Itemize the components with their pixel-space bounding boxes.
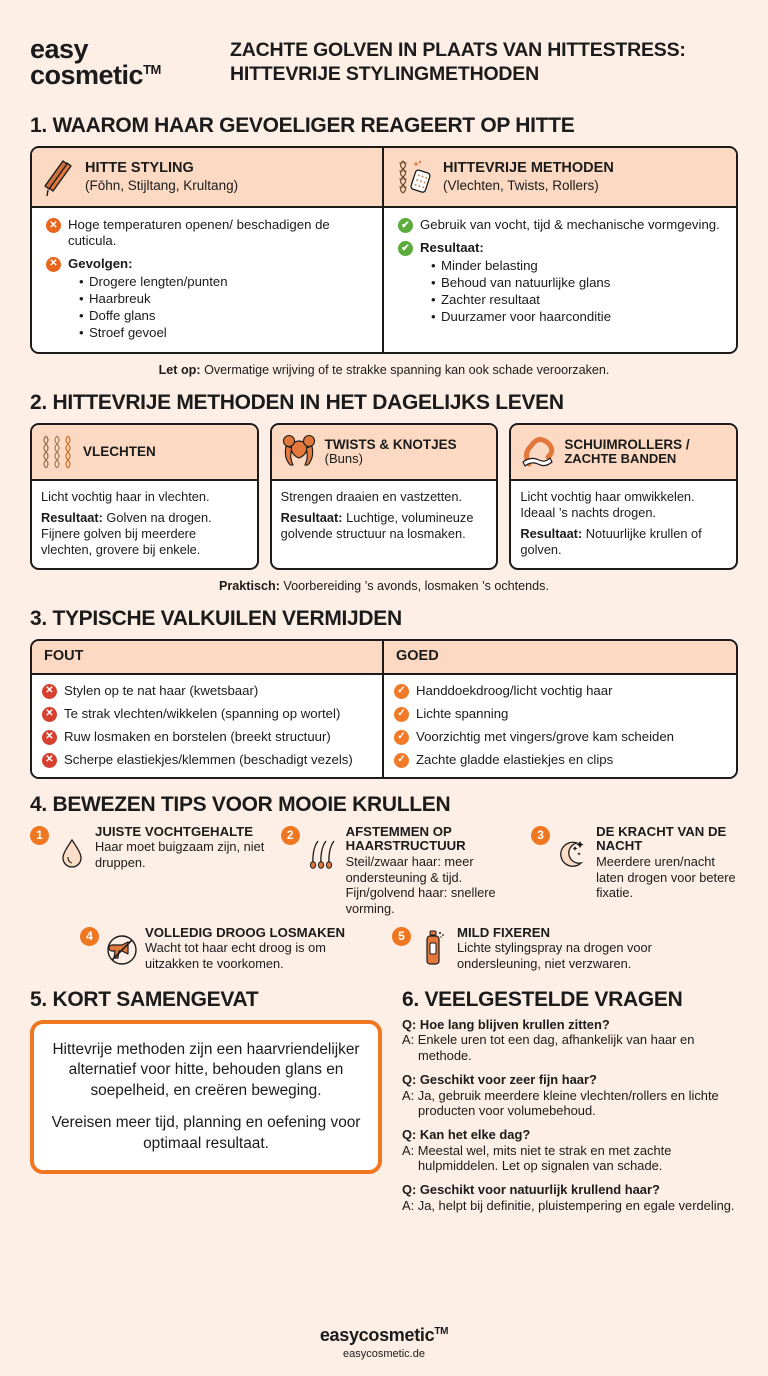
table-cell: Voorzichtig met vingers/grove kam scheiden	[416, 728, 675, 744]
brand-tm: TM	[143, 62, 161, 77]
cross-icon: ✕	[46, 218, 61, 233]
list-item	[46, 217, 372, 249]
tip-number: 4	[80, 927, 99, 946]
brand-line2-wrap	[30, 60, 230, 90]
cross-icon: ✕	[46, 257, 61, 272]
tip-text-group	[95, 825, 271, 871]
cross-icon: ✕	[42, 753, 57, 768]
check-icon: ✔	[398, 241, 413, 256]
card-line-text: Golven na drogen. Fijnere golven bij meerdere vlechten, grovere bij enkele.	[41, 510, 212, 558]
faq-question: Q: Hoe lang blijven krullen zitten?	[402, 1016, 610, 1032]
tip-body: Meerdere uren/nacht laten drogen voor betere fixatie.	[596, 854, 736, 901]
footer-tm: TM	[434, 1326, 449, 1337]
list-item-text: Gevolgen:	[68, 255, 133, 271]
moon-stars-icon	[557, 825, 589, 869]
card-line	[281, 489, 488, 505]
card-line-text: Licht vochtig haar omwikkelen. Ideaal ’s nachts drogen.	[520, 489, 695, 521]
tip-3	[531, 825, 738, 901]
card-line	[520, 526, 727, 558]
tip-1	[30, 825, 271, 871]
card-title: TWISTS & KNOTJES	[324, 437, 457, 453]
table-row	[394, 706, 728, 722]
sub-list-item: • Haarbreuk	[79, 290, 228, 307]
card-body	[511, 481, 736, 567]
card-title-group	[83, 444, 156, 459]
card-line	[520, 489, 727, 521]
faq-answer: A: Ja, helpt bij definitie, pluistempering en egale verdeling.	[402, 1197, 735, 1213]
page-footer	[0, 1325, 768, 1360]
card-header	[511, 425, 736, 481]
sub-list-item: • Stroef gevoel	[79, 324, 228, 341]
table-cell: Handdoekdroog/licht vochtig haar	[416, 682, 613, 698]
list-item-text: Gebruik van vocht, tijd & mechanische vormgeving.	[420, 217, 720, 232]
card-line-text: Luchtige, volumineuze golvende structuur na losmaken.	[280, 510, 474, 542]
tip-title: DE KRACHT VAN DE NACHT	[596, 823, 727, 854]
table-row	[394, 752, 728, 768]
headline-line1: ZACHTE GOLVEN IN PLAATS VAN HITTESTRESS:	[230, 39, 686, 62]
cross-icon: ✕	[42, 684, 57, 699]
summary-paragraph-1: Hittevrije methoden zijn een haarvriendelijker alternatief voor hitte, behouden glans en soepelheid, en creëren beweging.	[52, 1040, 360, 1099]
section5-column	[30, 982, 382, 1222]
section1-note	[30, 363, 738, 377]
table-row	[42, 706, 374, 722]
list-item	[398, 240, 726, 325]
section3-header-row	[32, 641, 736, 675]
section3-body-row	[32, 675, 736, 777]
card-body	[272, 481, 497, 567]
tip-body: Steil/zwaar haar: meer ondersteuning & tijd. Fijn/golvend haar: snellere vorming.	[345, 854, 496, 916]
brand-line2: cosmetic	[30, 60, 144, 90]
card-line-label: Resultaat:	[520, 526, 583, 542]
section3-right-header	[384, 641, 736, 673]
method-card-vlechten	[30, 423, 259, 569]
list-item-text: Resultaat:	[420, 240, 484, 255]
braid-roller-icon	[394, 157, 434, 197]
sub-list-item: • Doffe glans	[79, 307, 228, 324]
section2-cards	[30, 423, 738, 569]
tip-body: Wacht tot haar echt droog is om uitzakken te voorkomen.	[145, 940, 326, 971]
card-title: SCHUIMROLLERS /	[564, 437, 690, 453]
tip-body: Haar moet buigzaam zijn, niet druppen.	[95, 839, 265, 870]
card-subtitle: ZACHTE BANDEN	[564, 451, 677, 467]
list-item-group	[68, 256, 228, 341]
table-cell: Scherpe elastiekjes/klemmen (beschadigt vezels)	[64, 751, 353, 767]
tip-number: 3	[531, 826, 550, 845]
card-line-label: Resultaat:	[41, 510, 103, 526]
summary-box	[30, 1020, 382, 1174]
tip-2	[281, 825, 522, 917]
headline-line2: HITTEVRIJE STYLINGMETHODEN	[230, 63, 539, 85]
section2-note-text: Voorbereiding ’s avonds, losmaken ’s ochtends.	[279, 578, 549, 593]
card-line	[41, 510, 248, 558]
list-item-group	[420, 240, 611, 325]
table-cell: Zachte gladde elastiekjes en clips	[416, 751, 614, 767]
card-line-text: Strengen draaien en vastzetten.	[280, 489, 463, 505]
section1-right-sub: (Vlechten, Twists, Rollers)	[443, 177, 599, 193]
section1-right-heading-text	[443, 160, 614, 193]
brand-logo	[30, 34, 230, 90]
section1-left-header	[32, 148, 384, 206]
method-card-rollers	[509, 423, 738, 569]
column-header-right: GOED	[396, 648, 439, 665]
faq-answer: A: Meestal wel, mits niet te strak en met zachte hulpmiddelen. Let op signalen van schade.	[402, 1142, 672, 1174]
braids-icon	[40, 432, 76, 472]
tips-row-2	[30, 926, 738, 972]
table-row	[42, 729, 374, 745]
flat-iron-icon	[42, 157, 76, 197]
sub-list-item: • Minder belasting	[431, 257, 611, 274]
section3-left-header	[32, 641, 384, 673]
column-header-wrong: FOUT	[44, 648, 84, 665]
brand-line1: easy	[30, 34, 89, 65]
card-title: VLECHTEN	[83, 444, 156, 460]
tip-text-group	[457, 926, 712, 972]
section1-right-heading: HITTEVRIJE METHODEN	[443, 160, 614, 177]
list-item-text: Hoge temperaturen openen/ beschadigen de cuticula.	[68, 217, 330, 248]
check-icon: ✔	[398, 218, 413, 233]
no-hairdryer-icon	[106, 926, 138, 966]
section2-title: 2. HITTEVRIJE METHODEN IN HET DAGELIJKS LEVEN	[30, 391, 564, 415]
spray-can-icon	[418, 926, 450, 966]
faq-question: Q: Kan het elke dag?	[402, 1127, 531, 1142]
card-line-text: Notuurlijke krullen of golven.	[520, 526, 702, 558]
tip-5	[392, 926, 712, 972]
footer-brand-wrap	[0, 1325, 768, 1346]
sub-list-item: • Drogere lengten/punten	[79, 273, 228, 290]
tip-title: VOLLEDIG DROOG LOSMAKEN	[145, 924, 346, 940]
table-cell: Te strak vlechten/wikkelen (spanning op wortel)	[64, 705, 341, 721]
tip-number: 5	[392, 927, 411, 946]
card-header	[272, 425, 497, 481]
section1-table	[30, 146, 738, 354]
section2-note	[30, 579, 738, 593]
tip-title: JUISTE VOCHTGEHALTE	[95, 823, 254, 839]
check-icon: ✓	[394, 707, 409, 722]
faq-question: Q: Geschikt voor natuurlijk krullend haar?	[402, 1182, 660, 1198]
tip-body: Lichte stylingspray na drogen voor ondersleuning, niet verzwaren.	[457, 940, 652, 971]
section1-header-row	[32, 148, 736, 208]
table-row	[394, 729, 728, 745]
bottom-row	[30, 982, 738, 1222]
footer-brand: easycosmetic	[319, 1325, 435, 1345]
section6-title: 6. VEELGESTELDE VRAGEN	[402, 987, 683, 1011]
foam-roller-icon	[519, 432, 557, 472]
faq-answer: A: Ja, gebruik meerdere kleine vlechten/rollers en lichte producten voor volumebehoud.	[402, 1087, 719, 1119]
tip-text-group	[145, 926, 370, 972]
section3-table	[30, 639, 738, 779]
faq-answer: A: Enkele uren tot een dag, afhankelijk van haar en methode.	[402, 1032, 695, 1064]
cross-icon: ✕	[42, 707, 57, 722]
section1-left-body	[32, 208, 384, 352]
water-drop-icon	[56, 825, 88, 869]
tip-text-group	[346, 825, 522, 917]
tip-number: 1	[30, 826, 49, 845]
section3-right-list	[384, 675, 736, 777]
sub-list	[68, 273, 228, 342]
card-header	[32, 425, 257, 481]
table-row	[42, 752, 374, 768]
card-line	[41, 489, 248, 505]
footer-url: easycosmetic.de	[343, 1348, 425, 1360]
section1-title: 1. WAAROM HAAR GEVOELIGER REAGEERT OP HITTE	[30, 114, 575, 137]
table-cell: Stylen op te nat haar (kwetsbaar)	[64, 682, 259, 698]
section6-column	[402, 982, 738, 1222]
tip-title: AFSTEMMEN OP HAARSTRUCTUUR	[345, 823, 466, 854]
card-line	[281, 510, 488, 542]
table-cell: Ruw losmaken en borstelen (breekt structuur)	[64, 728, 331, 744]
section1-left-heading: HITTE STYLING	[85, 160, 194, 177]
page-title	[230, 39, 686, 87]
section3-title: 3. TYPISCHE VALKUILEN VERMIJDEN	[30, 606, 402, 630]
section1-left-sub: (Fōhn, Stijltang, Krultang)	[85, 177, 239, 193]
card-line-text: Licht vochtig haar in vlechten.	[41, 489, 210, 505]
card-line-label: Resultaat:	[280, 510, 343, 526]
section5-title: 5. KORT SAMENGEVAT	[30, 987, 259, 1011]
section3-wrong-list	[32, 675, 384, 777]
section1-right-header	[384, 148, 736, 206]
sub-list-item: • Zachter resultaat	[431, 291, 611, 308]
table-cell: Lichte spanning	[416, 705, 509, 721]
faq-question: Q: Geschikt voor zeer fijn haar?	[402, 1071, 597, 1087]
summary-paragraph-2: Vereisen meer tijd, planning en oefening voor optimaal resultaat.	[51, 1114, 361, 1152]
method-card-twists	[270, 423, 499, 569]
cross-icon: ✕	[42, 730, 57, 745]
hair-strands-icon	[307, 825, 339, 869]
tip-4	[80, 926, 370, 972]
list-item	[46, 256, 372, 341]
section1-note-label: Let op:	[158, 363, 201, 378]
section1-note-text: Overmatige wrijving of te strakke spanning kan ook schade veroorzaken.	[200, 363, 610, 378]
list-item	[398, 217, 726, 233]
page-header	[30, 0, 738, 100]
sub-list-item: • Duurzamer voor haarconditie	[431, 308, 611, 325]
section2-note-label: Praktisch:	[219, 578, 280, 593]
section1-body-row	[32, 208, 736, 352]
tip-number: 2	[281, 826, 300, 845]
tip-title: MILD FIXEREN	[457, 924, 551, 940]
sub-list	[420, 257, 611, 326]
card-subtitle: (Buns)	[324, 451, 363, 467]
section1-right-body	[384, 208, 736, 352]
check-icon: ✓	[394, 730, 409, 745]
sub-list-item: • Behoud van natuurlijke glans	[431, 274, 611, 291]
card-title-group	[564, 437, 689, 467]
card-body	[32, 481, 257, 567]
tip-text-group	[596, 825, 738, 901]
card-title-group	[325, 437, 457, 467]
section1-left-heading-text	[85, 160, 238, 193]
table-row	[394, 683, 728, 699]
tips-row-1	[30, 825, 738, 917]
section4-title: 4. BEWEZEN TIPS VOOR MOOIE KRULLEN	[30, 792, 451, 816]
check-icon: ✓	[394, 684, 409, 699]
faq-list	[402, 1017, 738, 1214]
table-row	[42, 683, 374, 699]
buns-icon	[280, 432, 318, 472]
check-icon: ✓	[394, 753, 409, 768]
